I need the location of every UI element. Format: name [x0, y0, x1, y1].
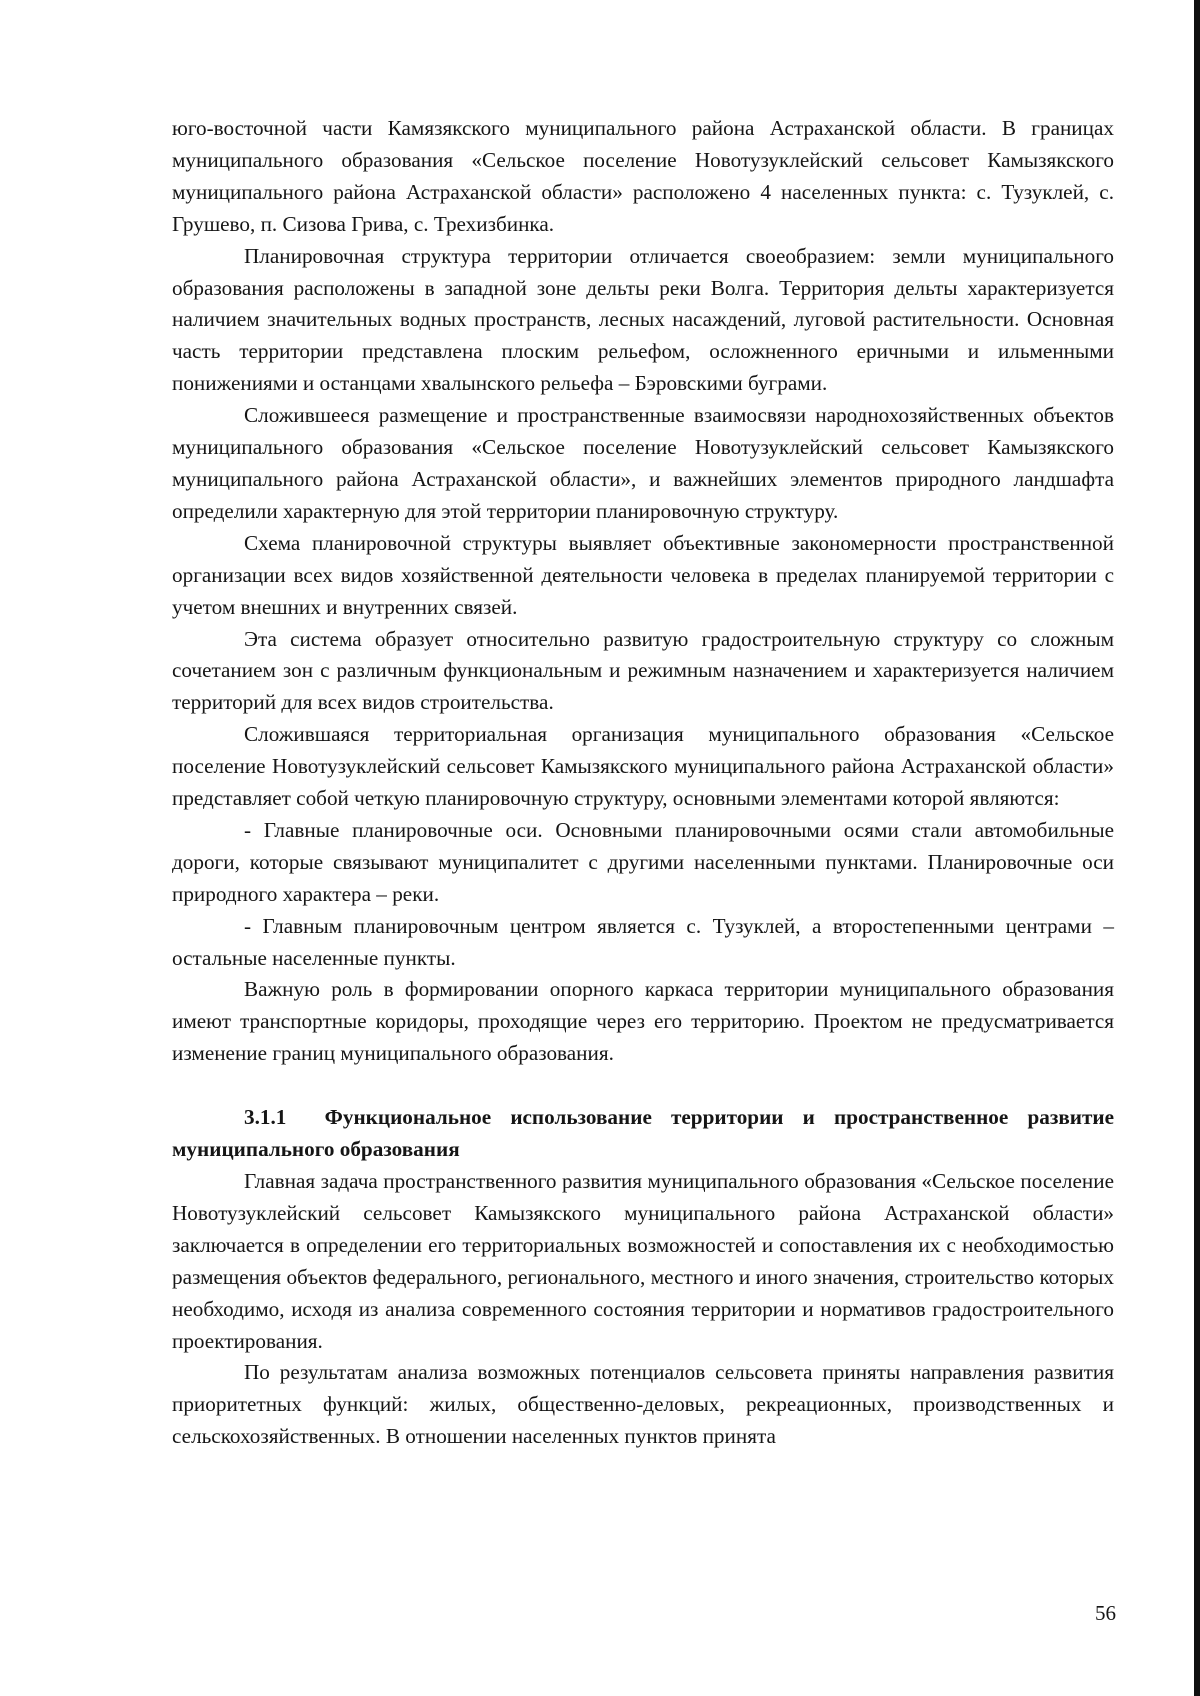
- paragraph-system: Эта система образует относительно развитую градостроительную структуру со сложным сочетанием зон с различным функциональным и режимным назначением и характеризуется наличием территорий для всех видов строительства.: [172, 626, 1114, 715]
- paragraph-settlements: юго-восточной части Камязякского муниципального района Астраханской области. В границах муниципального образования «Сельское поселение Новотузуклейский сельсовет Камызякского муниципального района Астраханской области» расположено 4 населенных пункта: с. Тузуклей, с. Грушево, п. Сизова Грива, с. Трехизбинка.: [172, 116, 1114, 236]
- page-number: 56: [1095, 1601, 1116, 1625]
- list-item-axes: - Главные планировочные оси. Основными планировочными осями стали автомобильные дороги, которые связывают муниципалитет с другими населенными пунктами. Планировочные оси природного характера – реки.: [172, 817, 1114, 906]
- paragraph-analysis-results: По результатам анализа возможных потенциалов сельсовета приняты направления развития приоритетных функций: жилых, общественно-деловых, рекреационных, производственных и сельскохозяйственных. В отношении населенных пунктов принята: [172, 1360, 1114, 1449]
- section-title: Функциональное использование территории и пространственное развитие муниципального образования: [172, 1105, 1115, 1162]
- paragraph-organization: Сложившаяся территориальная организация муниципального образования «Сельское поселение Новотузуклейский сельсовет Камызякского муниципального района Астраханской области» представляет собой четкую планировочную структуру, основными элементами которой являются:: [172, 722, 1114, 811]
- paragraph-spatial-relations: Сложившееся размещение и пространственные взаимосвязи народнохозяйственных объектов муниципального образования «Сельское поселение Новотузуклейский сельсовет Камызякского муниципального района Астраханской области», и важнейших элементов природного ландшафта определили характерную для этой территории планировочную структуру.: [172, 403, 1114, 523]
- paragraph-planning-structure: Планировочная структура территории отличается своеобразием: земли муниципального образования расположены в западной зоне дельты реки Волга. Территория дельты характеризуется наличием значительных водных пространств, лесных насаждений, луговой растительности. Основная часть территории представлена плоским рельефом, осложненного еричными и ильменными понижениями и останцами хвалынского рельефа – Бэровскими буграми.: [172, 243, 1114, 396]
- section-number: 3.1.1: [244, 1105, 287, 1130]
- paragraph-transport-corridors: Важную роль в формировании опорного каркаса территории муниципального образования имеют транспортные коридоры, проходящие через его территорию. Проектом не предусматривается изменение границ муниципального образования.: [172, 977, 1114, 1066]
- paragraph-main-task: Главная задача пространственного развития муниципального образования «Сельское поселение Новотузуклейский сельсовет Камызякского муниципального района Астраханской области» заключается в определении его территориальных возможностей и сопоставления их с необходимостью размещения объектов федерального, регионального, местного и иного значения, строительство которых необходимо, исходя из анализа современного состояния территории и нормативов градостроительного проектирования.: [172, 1169, 1114, 1353]
- paragraph-scheme: Схема планировочной структуры выявляет объективные закономерности пространственной организации всех видов хозяйственной деятельности человека в пределах планируемой территории с учетом внешних и внутренних связей.: [172, 530, 1114, 619]
- document-body: [172, 113, 1114, 1453]
- page-edge-border: [1194, 0, 1200, 1696]
- list-item-center: - Главным планировочным центром является с. Тузуклей, а второстепенными центрами – остальные населенные пункты.: [172, 913, 1114, 970]
- section-heading: [172, 1102, 1114, 1166]
